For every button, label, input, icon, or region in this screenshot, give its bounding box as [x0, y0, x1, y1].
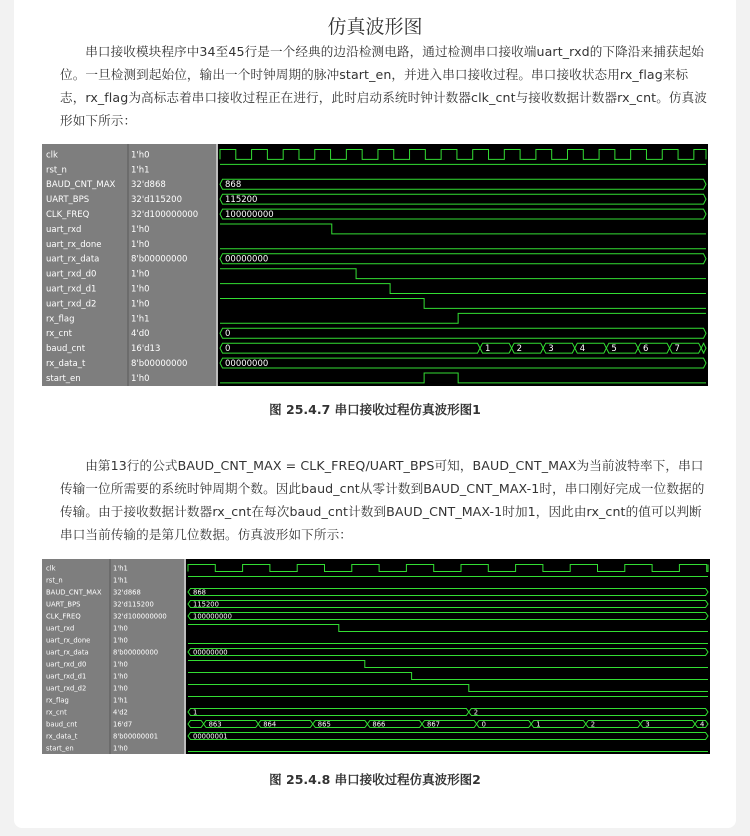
signal-value: 1'h1 — [113, 696, 128, 705]
waveform-trace-uart_rxd_d2 — [188, 685, 708, 692]
bus-value-label: 5 — [611, 344, 617, 355]
bus-value-label: 115200 — [225, 195, 258, 206]
bus-value-label: 2 — [473, 708, 479, 717]
bit-trace — [220, 313, 706, 323]
bus-segment — [188, 601, 708, 608]
signal-name: rx_data_t — [46, 359, 86, 370]
bus-value-label: 00000000 — [225, 359, 269, 370]
bus-value-label: 866 — [372, 720, 386, 729]
signal-value: 1'h0 — [131, 224, 150, 235]
bus-value-label: 4 — [700, 720, 705, 729]
signal-name: rx_data_t — [46, 732, 78, 741]
bus-value-label: 100000000 — [193, 612, 232, 621]
bus-segment — [220, 194, 706, 204]
waveform-trace-rx_cnt — [188, 708, 708, 716]
signal-value: 32'd115200 — [131, 195, 182, 206]
signal-value: 4'd2 — [113, 708, 128, 717]
bus-value-label: 0 — [225, 344, 231, 355]
bus-value-label: 115200 — [193, 600, 219, 609]
clock-edges — [188, 565, 708, 572]
waveform-trace-UART_BPS — [220, 194, 706, 205]
waveform-trace-uart_rxd_d0 — [220, 269, 706, 279]
bus-segment — [220, 358, 706, 368]
signal-name: uart_rxd_d0 — [46, 269, 97, 280]
waveform-trace-uart_rxd — [188, 625, 708, 632]
signal-name: uart_rxd_d1 — [46, 672, 87, 681]
signal-value: 1'h0 — [113, 744, 128, 753]
signal-name: rx_flag — [46, 314, 75, 325]
bus-value-label: 00000001 — [193, 732, 228, 741]
signal-name: uart_rxd_d2 — [46, 299, 97, 310]
signal-value: 1'h0 — [113, 684, 128, 693]
signal-name: uart_rxd_d0 — [46, 660, 87, 669]
bus-value-label: 868 — [225, 180, 242, 191]
section-title: 仿真波形图 — [327, 16, 423, 38]
bus-value-label: 00000000 — [225, 254, 269, 265]
waveform-trace-uart_rxd_d1 — [220, 284, 706, 294]
signal-name: UART_BPS — [46, 195, 90, 206]
signal-value: 4'd0 — [131, 329, 150, 340]
waveform-trace-BAUD_CNT_MAX — [188, 588, 708, 596]
waveform-trace-UART_BPS — [188, 600, 708, 608]
signal-value: 1'h0 — [113, 636, 128, 645]
signal-value: 1'h0 — [113, 624, 128, 633]
intro-paragraph: 串口接收模块程序中34至45行是一个经典的边沿检测电路，通过检测串口接收端uart_rxd的下降沿来捕获起始位。一旦检测到起始位，输出一个时钟周期的脉冲start_en，并进入串口接收过程。串口接收状态用rx_flag来标志，rx_flag为高标志着串口接收过程正在进行，此时启动系统时钟计数器clk_cnt与接收数据计数器rx_cnt。仿真波形如下所示： — [60, 44, 707, 128]
signal-value: 1'h1 — [131, 314, 150, 325]
bus-value-label: 3 — [548, 344, 554, 355]
bit-trace — [188, 685, 708, 692]
signal-name: CLK_FREQ — [46, 210, 90, 221]
signal-name: rst_n — [46, 576, 63, 585]
signal-value: 1'h0 — [131, 150, 150, 161]
waveform-trace-baud_cnt — [220, 343, 706, 354]
bus-value-label: 6 — [642, 344, 649, 355]
bus-value-label: 1 — [193, 708, 198, 717]
clock-edges — [220, 150, 706, 160]
bus-value-label: 2 — [590, 720, 596, 729]
waveform-trace-rx_flag — [220, 313, 706, 323]
bus-value-label: 00000000 — [193, 648, 228, 657]
signal-name: start_en — [46, 744, 74, 753]
signal-name: rx_flag — [46, 696, 69, 705]
bit-trace — [220, 373, 706, 383]
waveform-trace-baud_cnt — [188, 720, 708, 728]
waveform-trace-rx_cnt — [220, 328, 706, 339]
waveform-trace-uart_rx_data — [220, 254, 706, 265]
waveform-trace-clk — [220, 150, 706, 160]
signal-name: uart_rx_data — [46, 648, 89, 657]
signal-value: 1'h0 — [113, 660, 128, 669]
signal-value: 32'd100000000 — [113, 612, 167, 621]
signal-name: UART_BPS — [46, 600, 81, 609]
bit-trace — [220, 299, 706, 309]
figure-caption-1: 图 25.4.7 串口接收过程仿真波形图1 — [269, 402, 481, 417]
waveform-figure-1 — [42, 144, 708, 386]
signal-value: 32'd100000000 — [131, 210, 199, 221]
signal-name: rst_n — [46, 165, 67, 176]
signal-name: rx_cnt — [46, 329, 72, 340]
bus-value-label: 868 — [193, 588, 206, 597]
waveform-1-svg — [42, 144, 708, 386]
bus-segment — [220, 254, 706, 264]
waveform-trace-start_en — [220, 373, 706, 383]
bus-segment — [701, 343, 706, 353]
bus-value-label: 865 — [317, 720, 331, 729]
bus-segment — [188, 613, 708, 620]
panel-splitter — [216, 144, 218, 386]
bus-segment — [188, 709, 469, 716]
waveform-trace-CLK_FREQ — [220, 209, 706, 220]
waveform-trace-rx_data_t — [220, 358, 706, 369]
signal-value: 1'h1 — [113, 576, 128, 585]
signal-value: 1'h0 — [131, 239, 150, 250]
signal-name: uart_rx_done — [46, 636, 91, 645]
signal-value: 1'h0 — [131, 299, 150, 310]
waveform-trace-CLK_FREQ — [188, 612, 708, 620]
waveform-figure-2 — [42, 559, 710, 754]
signal-value: 1'h0 — [131, 284, 150, 295]
signal-name: CLK_FREQ — [46, 612, 81, 621]
waveform-trace-uart_rxd_d1 — [188, 673, 708, 680]
signal-name: BAUD_CNT_MAX — [46, 588, 102, 597]
signal-value: 16'd13 — [131, 344, 161, 355]
signal-value: 32'd868 — [131, 180, 166, 191]
bus-value-label: 4 — [579, 344, 586, 355]
bus-value-label: 3 — [645, 720, 650, 729]
signal-name: clk — [46, 150, 58, 161]
signal-name: start_en — [46, 373, 81, 384]
bit-trace — [188, 625, 708, 632]
bus-segment — [188, 649, 708, 656]
signal-value: 16'd7 — [113, 720, 133, 729]
signal-name: uart_rxd_d2 — [46, 684, 87, 693]
signal-name: uart_rx_done — [46, 239, 102, 250]
bus-value-label: 1 — [485, 344, 491, 355]
waveform-trace-rx_data_t — [188, 732, 708, 740]
signal-value: 1'h0 — [131, 373, 150, 384]
bit-trace — [220, 284, 706, 294]
signal-name: uart_rx_data — [46, 254, 100, 265]
bus-segment — [469, 709, 708, 716]
panel-splitter — [184, 559, 186, 754]
bit-trace — [188, 661, 708, 668]
bus-segment — [188, 733, 708, 740]
bit-trace — [220, 224, 706, 234]
signal-value: 32'd115200 — [113, 600, 154, 609]
signal-name: BAUD_CNT_MAX — [46, 180, 116, 191]
waveform-trace-uart_rxd_d2 — [220, 299, 706, 309]
bus-value-label: 864 — [263, 720, 277, 729]
bus-segment — [188, 721, 204, 728]
signal-name: uart_rxd_d1 — [46, 284, 97, 295]
bus-value-label: 100000000 — [225, 210, 274, 221]
signal-name: clk — [46, 564, 56, 573]
waveform-2-svg — [42, 559, 710, 754]
bus-segment — [220, 209, 706, 219]
signal-name: baud_cnt — [46, 720, 78, 729]
figure-caption-2: 图 25.4.8 串口接收过程仿真波形图2 — [269, 772, 481, 787]
waveform-trace-BAUD_CNT_MAX — [220, 179, 706, 190]
bus-segment — [220, 328, 706, 338]
signal-value: 1'h0 — [131, 269, 150, 280]
bus-segment — [220, 179, 706, 189]
waveform-trace-uart_rxd_d0 — [188, 661, 708, 668]
signal-value: 8'b00000000 — [113, 648, 159, 657]
bus-value-label: 2 — [516, 344, 523, 355]
signal-name: rx_cnt — [46, 708, 67, 717]
waveform-trace-uart_rxd — [220, 224, 706, 234]
bus-value-label: 1 — [536, 720, 541, 729]
signal-value: 1'h0 — [113, 672, 128, 681]
signal-value: 32'd868 — [113, 588, 141, 597]
signal-name: uart_rxd — [46, 224, 82, 235]
bus-segment — [188, 589, 708, 596]
bit-trace — [188, 673, 708, 680]
signal-value: 8'b00000000 — [131, 254, 188, 265]
signal-name: baud_cnt — [46, 344, 86, 355]
waveform-trace-clk — [188, 565, 708, 572]
bus-value-label: 0 — [225, 329, 231, 340]
waveform-trace-uart_rx_data — [188, 648, 708, 656]
bit-trace — [220, 269, 706, 279]
baud-paragraph: 由第13行的公式BAUD_CNT_MAX = CLK_FREQ/UART_BPS可知，BAUD_CNT_MAX为当前波特率下，串口传输一位所需要的系统时钟周期个数。因此baud_cnt从零计数到BAUD_CNT_MAX-1时，串口刚好完成一位数据的传输。由于接收数据计数器rx_cnt在每次baud_cnt计数到BAUD_CNT_MAX-1时加1，因此由rx_cnt的值可以判断串口当前传输的是第几位数据。仿真波形如下所示： — [60, 458, 705, 542]
signal-name: uart_rxd — [46, 624, 75, 633]
bus-value-label: 7 — [674, 344, 680, 355]
signal-value: 1'h1 — [113, 564, 128, 573]
signal-value: 8'b00000000 — [131, 359, 188, 370]
bus-value-label: 0 — [481, 720, 486, 729]
signal-value: 1'h1 — [131, 165, 150, 176]
bus-value-label: 867 — [427, 720, 440, 729]
bus-value-label: 863 — [208, 720, 222, 729]
bus-segment — [220, 343, 480, 353]
signal-value: 8'b00000001 — [113, 732, 159, 741]
